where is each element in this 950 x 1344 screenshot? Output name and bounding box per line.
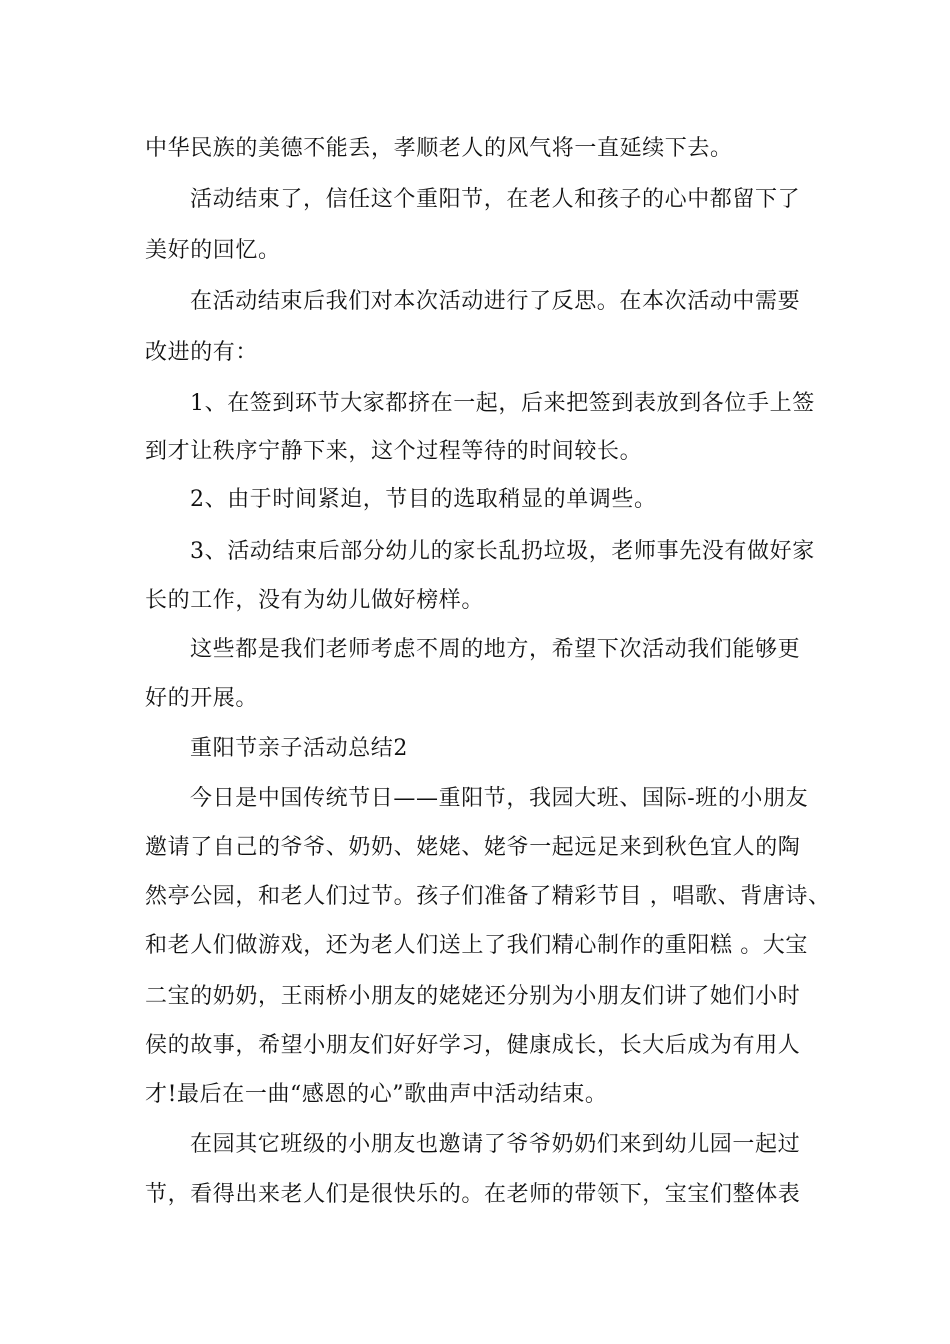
text-line: 3、活动结束后部分幼儿的家长乱扔垃圾，老师事先没有做好家 [190,539,815,564]
text-line: 二宝的奶奶，王雨桥小朋友的姥姥还分别为小朋友们讲了她们小时 [145,984,801,1009]
text-line: 侯的故事，希望小朋友们好好学习，健康成长，长大后成为有用人 [145,1033,801,1058]
text-line: 美好的回忆。 [145,238,281,263]
text-line: 1、在签到环节大家都挤在一起，后来把签到表放到各位手上签 [190,391,815,416]
text-line: 今日是中国传统节日——重阳节，我园大班、国际-班的小朋友 [190,786,809,811]
text-line: 2、由于时间紧迫，节目的选取稍显的单调些。 [190,487,657,512]
text-line: 这些都是我们老师考虑不周的地方，希望下次活动我们能够更 [190,637,801,662]
text-line: 改进的有： [145,340,259,365]
text-line: 邀请了自己的爷爷、奶奶、姥姥、姥爷一起远足来到秋色宜人的陶 [145,835,801,860]
text-line: 活动结束了，信任这个重阳节，在老人和孩子的心中都留下了 [190,187,801,212]
text-line: 才!最后在一曲“感恩的心”歌曲声中活动结束。 [145,1082,608,1107]
text-line: 到才让秩序宁静下来，这个过程等待的时间较长。 [145,439,643,464]
text-line: 和老人们做游戏，还为老人们送上了我们精心制作的重阳糕 。大宝 [145,933,808,958]
text-line: 在园其它班级的小朋友也邀请了爷爷奶奶们来到幼儿园一起过 [190,1132,801,1157]
section-title: 重阳节亲子活动总结2 [190,736,408,761]
text-line: 中华民族的美德不能丢，孝顺老人的风气将一直延续下去。 [145,136,733,161]
text-line: 长的工作，没有为幼儿做好榜样。 [145,588,485,613]
text-line: 然亭公园，和老人们过节。孩子们准备了精彩节目 ，唱歌、背唐诗、 [145,884,831,909]
text-line: 节，看得出来老人们是很快乐的。在老师的带领下，宝宝们整体表 [145,1182,801,1207]
text-line: 好的开展。 [145,686,259,711]
text-line: 在活动结束后我们对本次活动进行了反思。在本次活动中需要 [190,289,801,314]
